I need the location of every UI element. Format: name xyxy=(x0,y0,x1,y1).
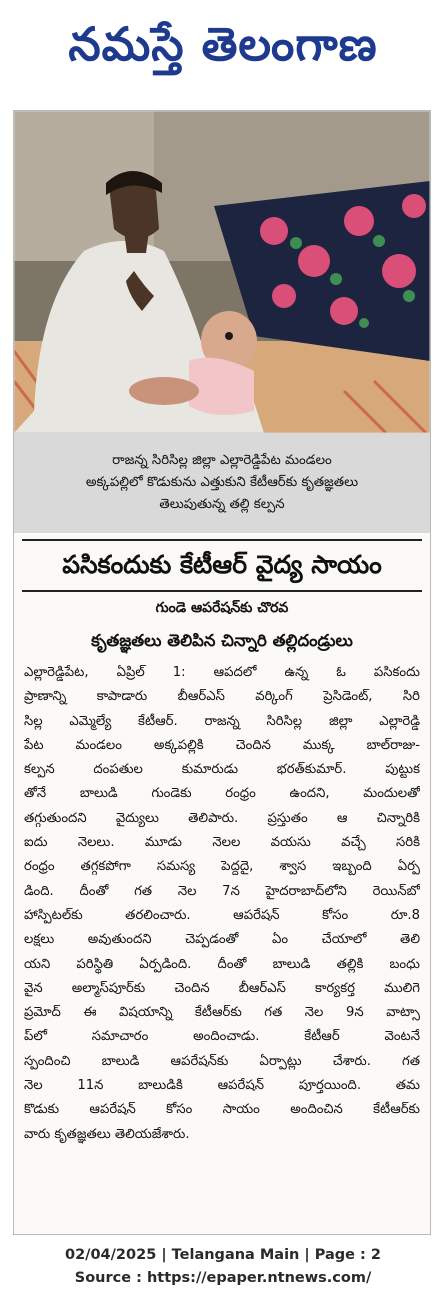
body-line: తగ్గుతుందని వైద్యులు తెలిపారు. ప్రస్తుతం ఆ చిన్నారికి xyxy=(24,810,420,826)
body-line: కల్పన దంపతుల కుమారుడు భరత్‌కుమార్. పుట్టుక xyxy=(24,762,420,778)
body-line: ప్‌లో సమాచారం అందించాడు. కేటీఆర్ వెంటనే xyxy=(24,1029,420,1045)
caption-line: అక్కపల్లిలో కొడుకును ఎత్తుకుని కేటీఆర్‌కు కృతజ్ఞతలు xyxy=(85,475,359,490)
body-line: వారు కృతజ్ఞతలు తెలియజేశారు. xyxy=(24,1126,190,1142)
body-line: రంధ్రం తగ్గకపోగా సమస్య పెద్దదై, శ్వాస ఇబ్బంది ఏర్ప xyxy=(24,859,420,875)
news-clipping xyxy=(13,110,431,1235)
body-line: యని పరిస్థితి ఏర్పడింది. దీంతో బాలుడి తల్లికి బంధు xyxy=(24,956,420,972)
body-line: తోనే బాలుడి గుండెకు రంధ్రం ఉందని, మందులతో xyxy=(24,786,420,802)
body-line: పేట మండలం అక్కపల్లికి చెందిన ముక్క బాల్‌రాజు- xyxy=(24,737,420,753)
body-line: లక్షలు అవుతుందని చెప్పడంతో ఏం చేయాలో తెలి xyxy=(24,932,420,948)
body-line: సిల్ల ఎమ్మెల్యే కేటీఆర్. రాజన్న సిరిసిల్ల జిల్లా ఎల్లారెడ్డి xyxy=(24,713,420,729)
body-line: ప్రాణాన్ని కాపాడారు బీఆర్ఎస్ వర్కింగ్ ప్రెసిడెంట్, సిరి xyxy=(24,689,420,705)
masthead-title: నమస్తే తెలంగాణ xyxy=(68,17,378,71)
body-line: స్పందించి బాలుడి ఆపరేషన్‌కు ఏర్పాట్లు చేశారు. గత xyxy=(24,1053,420,1069)
body-line: ఎల్లారెడ్డిపేట, ఏప్రిల్ 1: ఆపదలో ఉన్న ఓ పసికందు xyxy=(24,665,420,680)
article-headline: పసికందుకు కేటీఆర్ వైద్య సాయం xyxy=(62,550,382,579)
caption-line: రాజన్న సిరిసిల్ల జిల్లా ఎల్లారెడ్డిపేట మండలం xyxy=(112,453,332,468)
body-line: హాస్పిటల్‌కు తరలించారు. ఆపరేషన్ కోసం రూ.8 xyxy=(24,907,420,923)
headline-rule xyxy=(22,590,422,592)
article-body xyxy=(24,661,420,1147)
body-line: ఐదు నెలలు. మూడు నెలల వయసు వచ్చే సరికి xyxy=(24,835,420,851)
article-subheading-secondary: కృతజ్ఞతలు తెలిపిన చిన్నారి తల్లిదండ్రులు xyxy=(91,631,353,650)
footer-source: Source : https://epaper.ntnews.com/ xyxy=(74,1270,372,1286)
photo-caption xyxy=(14,433,430,533)
body-line: నెల 11న బాలుడికి ఆపరేషన్ పూర్తయింది. తమ xyxy=(24,1078,420,1094)
article-subheading: గుండె ఆపరేషన్‌కు చొరవ xyxy=(155,600,289,616)
photo-illustration xyxy=(14,111,430,433)
footer-date-edition: 02/04/2025 | Telangana Main | Page : 2 xyxy=(64,1247,381,1263)
caption-line: తెలుపుతున్న తల్లి కల్పన xyxy=(159,497,285,512)
body-line: డింది. దీంతో గత నెల 7న హైదరాబాద్‌లోని రెయిన్‌బో xyxy=(24,883,420,899)
masthead xyxy=(0,0,446,100)
top-rule xyxy=(22,539,422,541)
body-line: వైన అల్మాస్‌పూర్‌కు చెందిన బీఆర్ఎస్ కార్యకర్త ములిగె xyxy=(24,980,420,996)
body-line: ప్రమోద్ ఈ విషయాన్ని కేటీఆర్‌కు గత నెల 9న వాట్సా xyxy=(24,1005,420,1021)
body-line: కొడుకు ఆపరేషన్ కోసం సాయం అందించిన కేటీఆర్‌కు xyxy=(24,1102,420,1118)
news-photo xyxy=(14,111,430,433)
